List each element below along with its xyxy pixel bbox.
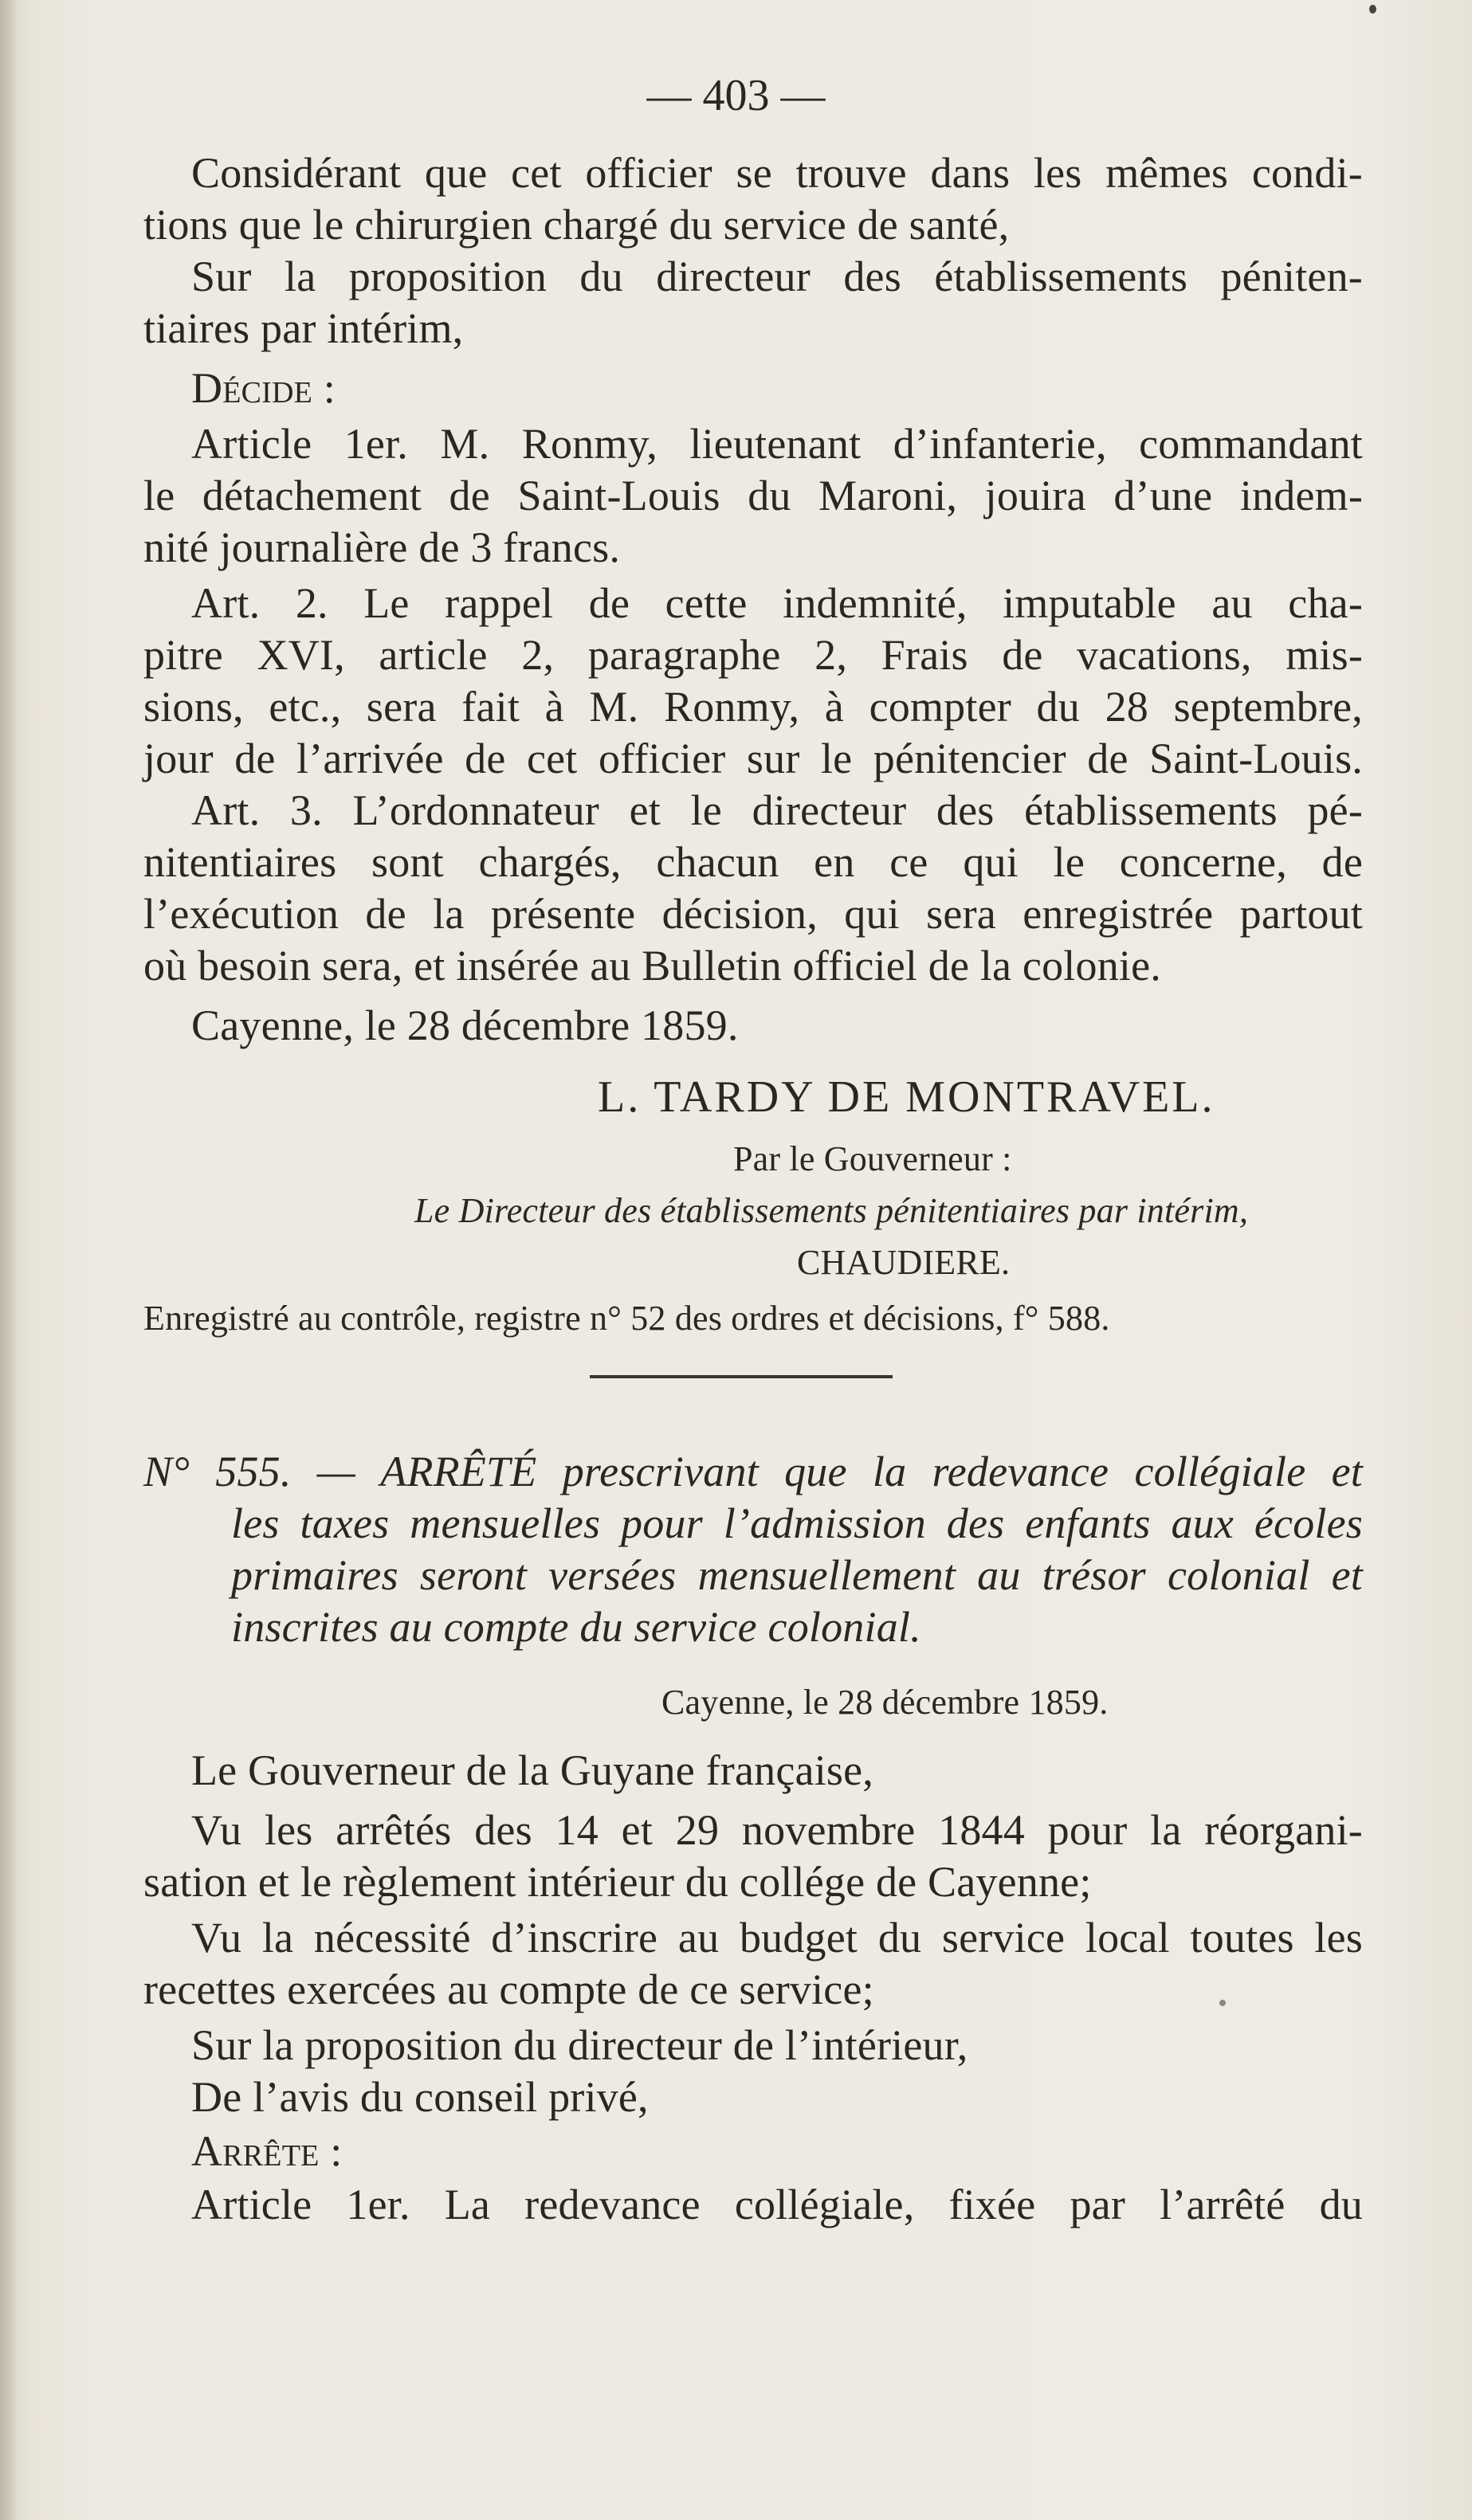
text-line: nité journalière de 3 francs. bbox=[143, 523, 621, 571]
text-line: Article 1er. M. Ronmy, lieutenant d’infanterie, commandant bbox=[191, 420, 1363, 468]
arrete-label: Arrête : bbox=[191, 2127, 343, 2175]
text-line: Considérant que cet officier se trouve dans les mêmes condi- bbox=[191, 149, 1363, 197]
page-number: — 403 — bbox=[646, 71, 826, 120]
text-line: nitentiaires sont chargés, chacun en ce qui le concerne, de bbox=[143, 838, 1363, 886]
signature: L. TARDY DE MONTRAVEL. bbox=[598, 1072, 1215, 1122]
text-line: sions, etc., sera fait à M. Ronmy, à compter du 28 septembre, bbox=[143, 683, 1363, 731]
text-line: Art. 3. L’ordonnateur et le directeur des établissements pé- bbox=[191, 786, 1363, 834]
arrete-heading-line: les taxes mensuelles pour l’admission des enfants aux écoles bbox=[231, 1499, 1363, 1547]
text-line: sation et le règlement intérieur du collége de Cayenne; bbox=[143, 1858, 1092, 1906]
text-line: Vu la nécessité d’inscrire au budget du service local toutes les bbox=[191, 1914, 1363, 1962]
text-line: jour de l’arrivée de cet officier sur le pénitencier de Saint-Louis. bbox=[143, 735, 1363, 782]
directeur-name: CHAUDIERE. bbox=[797, 1243, 1011, 1282]
text-line: Art. 2. Le rappel de cette indemnité, imputable au cha- bbox=[191, 579, 1363, 627]
arrete-heading-line: primaires seront versées mensuellement au trésor colonial et bbox=[231, 1551, 1363, 1599]
arrete-heading-line: inscrites au compte du service colonial. bbox=[231, 1603, 921, 1651]
text-line: Vu les arrêtés des 14 et 29 novembre 1844 pour la réorgani- bbox=[191, 1806, 1363, 1854]
arrete-heading-line: N° 555. — ARRÊTÉ prescrivant que la redevance collégiale et bbox=[143, 1448, 1363, 1495]
section-divider bbox=[590, 1375, 893, 1378]
directeur-line: Le Directeur des établissements pénitentiaires par intérim, bbox=[414, 1191, 1249, 1230]
text-line: De l’avis du conseil privé, bbox=[191, 2073, 649, 2121]
text-line: Sur la proposition du directeur de l’intérieur, bbox=[191, 2021, 968, 2069]
binding-shadow bbox=[0, 0, 18, 2520]
decide-heading: Décide : bbox=[191, 364, 336, 412]
date-line: Cayenne, le 28 décembre 1859. bbox=[191, 1001, 739, 1049]
text-line: Le Gouverneur de la Guyane française, bbox=[191, 1746, 873, 1794]
text-line: recettes exercées au compte de ce service; bbox=[143, 1965, 874, 2013]
arrete-date: Cayenne, le 28 décembre 1859. bbox=[661, 1683, 1109, 1722]
text-line: Article 1er. La redevance collégiale, fixée par l’arrêté du bbox=[191, 2181, 1363, 2228]
text-line: l’exécution de la présente décision, qui sera enregistrée partout bbox=[143, 890, 1363, 938]
registre-line: Enregistré au contrôle, registre n° 52 des ordres et décisions, f° 588. bbox=[143, 1299, 1110, 1338]
text-line: le détachement de Saint-Louis du Maroni, jouira d’une indem- bbox=[143, 472, 1363, 519]
text-line: tions que le chirurgien chargé du service de santé, bbox=[143, 201, 1010, 249]
text-line: où besoin sera, et insérée au Bulletin officiel de la colonie. bbox=[143, 942, 1161, 990]
text-line: tiaires par intérim, bbox=[143, 304, 464, 352]
print-speck bbox=[1369, 5, 1376, 14]
text-line: pitre XVI, article 2, paragraphe 2, Frais de vacations, mis- bbox=[143, 631, 1363, 679]
par-le-gouverneur: Par le Gouverneur : bbox=[733, 1139, 1012, 1178]
text-line: Sur la proposition du directeur des établissements péniten- bbox=[191, 253, 1363, 300]
print-speck bbox=[1219, 2000, 1226, 2006]
